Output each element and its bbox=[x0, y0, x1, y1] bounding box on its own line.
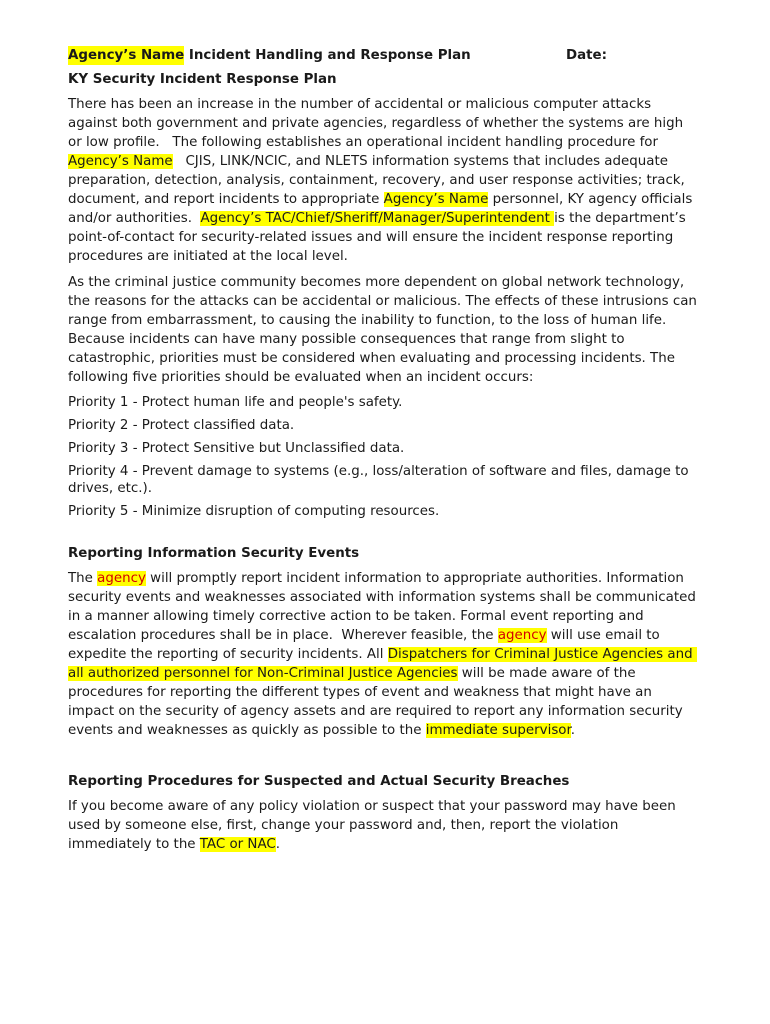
intro-paragraph-1 bbox=[68, 95, 700, 266]
section-text: . bbox=[275, 837, 280, 852]
section-text: will use email to expedite the reporting of security incidents. All bbox=[68, 628, 665, 662]
section-text: If you become aware of any policy violation or suspect that your password may have been used by someone else, first, change your password and, then, report the violation immediately to the bbox=[68, 799, 680, 852]
priority-item: Priority 5 - Minimize disruption of computing resources. bbox=[68, 504, 440, 519]
section-heading-reporting-breaches: Reporting Procedures for Suspected and Actual Security Breaches bbox=[68, 774, 570, 789]
agency-name-placeholder: Agency’s Name bbox=[68, 154, 173, 169]
personnel-placeholder: Dispatchers for Criminal Justice Agencies and all authorized personnel for Non-Criminal Justice Agencies bbox=[68, 647, 697, 681]
intro-paragraph-2: As the criminal justice community becomes more dependent on global network technology, the reasons for the attacks can be accidental or malicious. The effects of these intrusions can range from embarrassment, to causing the inability to function, to the loss of human life. Because incidents can have many possible consequences that range from slight to catastrophic, priorities must be considered when evaluating and processing incidents. The following five priorities should be evaluated when an incident occurs: bbox=[68, 275, 697, 385]
intro-text: CJIS, LINK/NCIC, and NLETS information systems that includes adequate preparation, detection, analysis, containment, recovery, and user response activities; track, document, and report incidents to appropriate bbox=[68, 154, 690, 207]
section-text: will be made aware of the procedures for reporting the different types of event and weakness that might have an impact on the security of agency assets and are required to report any information security events and weaknesses as quickly as possible to the bbox=[68, 666, 687, 738]
section-text: . bbox=[570, 723, 576, 738]
intro-text: There has been an increase in the number of accidental or malicious computer attacks against both government and private agencies, regardless of whether the systems are high or low profile. The following establishes an operational incident handling procedure for bbox=[68, 97, 688, 150]
date-label: Date: bbox=[566, 47, 607, 63]
priority-item: Priority 3 - Protect Sensitive but Unclassified data. bbox=[68, 441, 405, 456]
agency-name-placeholder: Agency’s Name bbox=[68, 47, 185, 63]
agency-contact-placeholder: Agency’s TAC/Chief/Sheriff/Manager/Superintendent bbox=[200, 211, 555, 226]
agency-placeholder: agency bbox=[497, 628, 547, 643]
agency-name-placeholder: Agency’s Name bbox=[383, 192, 489, 207]
section-reporting-events-body bbox=[68, 569, 700, 740]
document-subtitle: KY Security Incident Response Plan bbox=[68, 72, 337, 87]
tac-nac-placeholder: TAC or NAC bbox=[199, 837, 276, 852]
section-text: The bbox=[68, 571, 98, 586]
supervisor-placeholder: immediate supervisor bbox=[425, 723, 571, 738]
priority-item: Priority 1 - Protect human life and people's safety. bbox=[68, 395, 403, 410]
intro-text: personnel, KY agency officials and/or authorities. bbox=[68, 192, 697, 226]
agency-placeholder: agency bbox=[97, 571, 146, 586]
section-heading-reporting-events: Reporting Information Security Events bbox=[68, 546, 360, 561]
priority-item: Priority 4 - Prevent damage to systems (e.g., loss/alteration of software and files, damage to drives, etc.). bbox=[68, 464, 689, 496]
intro-text: is the department’s point-of-contact for security-related issues and will ensure the incident response reporting procedures are initiated at the local level. bbox=[68, 211, 691, 264]
section-text: will promptly report incident information to appropriate authorities. Information security events and weaknesses associated with information systems shall be communicated in a manner allowing timely corrective action to be taken. Formal event reporting and escalation procedures shall be in place. Wherever feasible, the bbox=[68, 571, 701, 643]
document-title: Incident Handling and Response Plan bbox=[184, 47, 471, 63]
section-reporting-breaches-body bbox=[68, 797, 700, 854]
document-page bbox=[68, 44, 700, 861]
priority-item: Priority 2 - Protect classified data. bbox=[68, 418, 295, 433]
priority-list bbox=[68, 394, 700, 520]
document-header bbox=[68, 44, 700, 66]
